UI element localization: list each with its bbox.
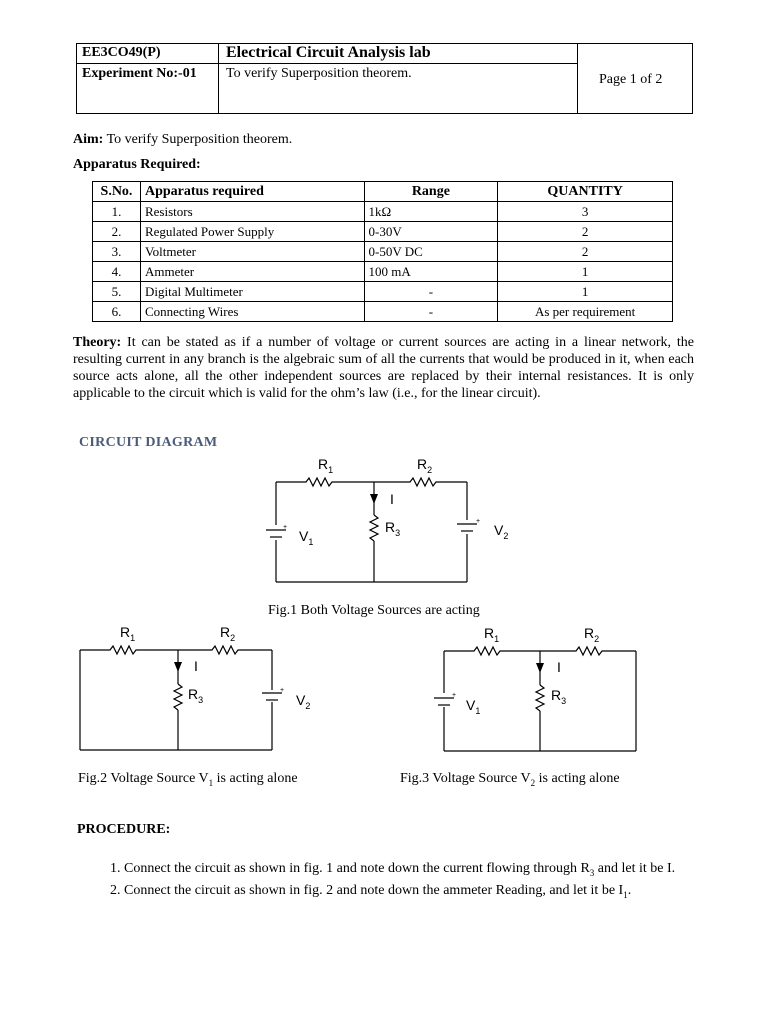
fig2-current-arrow: [174, 662, 182, 672]
fig1-label-i: I: [390, 491, 394, 507]
fig2-caption-text: Fig.2 Voltage Source V: [78, 771, 209, 786]
cell: 1kΩ: [364, 202, 498, 222]
fig1-label-r3: $R_3$: [385, 519, 401, 538]
cell: 0-50V DC: [364, 242, 498, 262]
fig3-label-r2: $R_2$: [584, 625, 600, 644]
fig3-label-r3: $R_3$: [551, 687, 567, 706]
fig2-plus-v2: +: [280, 687, 285, 694]
cell: 0-30V: [364, 222, 498, 242]
experiment-title: To verify Superposition theorem.: [226, 66, 412, 81]
fig1-plus-v1: +: [283, 524, 288, 531]
fig2-label-i: I: [194, 658, 198, 674]
procedure-heading: PROCEDURE:: [77, 822, 171, 837]
procedure-list: [100, 860, 702, 904]
cell: 2: [498, 222, 673, 242]
cell: -: [364, 302, 498, 322]
fig3-plus-v1: +: [452, 692, 457, 699]
col-range: Range: [364, 182, 498, 202]
cell: 5.: [93, 282, 141, 302]
cell: 1: [498, 282, 673, 302]
cell: 4.: [93, 262, 141, 282]
theory-text: It can be stated as if a number of voltage or current sources are acting in a linear network, the resulting current in any branch is the algebraic sum of all the currents that would be produced in it, when each source acts alone, all the other independent sources are replaced by their internal resistances. It is only applicable to the circuit which is valid for the ohm’s law (i.e., for the linear circuit).: [73, 335, 694, 401]
aim-label: Aim:: [73, 132, 104, 147]
col-apparatus: Apparatus required: [140, 182, 364, 202]
aim-text: To verify Superposition theorem.: [103, 132, 293, 147]
fig2-caption: [78, 771, 298, 788]
cell: -: [364, 282, 498, 302]
col-quantity: QUANTITY: [498, 182, 673, 202]
cell: 100 mA: [364, 262, 498, 282]
col-sno: S.No.: [93, 182, 141, 202]
fig1-label-v2: $V_2$: [494, 522, 509, 541]
fig2-label-r2: $R_2$: [220, 624, 236, 643]
fig2-caption-tail: is acting alone: [213, 771, 298, 786]
step2-text: Connect the circuit as shown in fig. 2 and note down the ammeter Reading, and let it be I: [124, 882, 624, 898]
fig2-circuit: [80, 646, 285, 750]
cell: Digital Multimeter: [140, 282, 364, 302]
step1-sub: 3: [589, 867, 595, 878]
cell: 3.: [93, 242, 141, 262]
fig2-label-r3: $R_3$: [188, 686, 204, 705]
cell: Ammeter: [140, 262, 364, 282]
cell: Regulated Power Supply: [140, 222, 364, 242]
cell: As per requirement: [498, 302, 673, 322]
fig3-label-r1: $R_1$: [484, 625, 500, 644]
course-title: Electrical Circuit Analysis lab: [226, 44, 431, 61]
step1-tail: and let it be I.: [594, 861, 676, 876]
circuit-diagram-heading: CIRCUIT DIAGRAM: [79, 435, 218, 450]
fig2-label-r1: $R_1$: [120, 624, 136, 643]
apparatus-heading: Apparatus Required:: [73, 157, 201, 172]
experiment-number: Experiment No:-01: [82, 66, 197, 81]
step2-sub: 1: [623, 889, 628, 900]
cell: 1: [498, 262, 673, 282]
list-item: [124, 860, 702, 882]
fig3-label-v1: $V_1$: [466, 697, 481, 716]
fig1-label-v1: $V_1$: [299, 528, 314, 547]
course-code: EE3CO49(P): [82, 45, 161, 60]
theory-label: Theory:: [73, 335, 122, 350]
fig3-circuit: [434, 647, 636, 751]
fig1-circuit: [266, 478, 477, 582]
page-number: Page 1 of 2: [599, 72, 663, 87]
fig1-label-r1: $R_1$: [318, 456, 334, 475]
fig1-current-arrow: [370, 494, 378, 504]
cell: Connecting Wires: [140, 302, 364, 322]
fig1-plus-v2: +: [476, 518, 481, 525]
cell: Resistors: [140, 202, 364, 222]
step2-tail: .: [627, 882, 632, 898]
fig2-label-v2: $V_2$: [296, 692, 311, 711]
step1-text: Connect the circuit as shown in fig. 1 and note down the current flowing through R: [124, 861, 590, 876]
cell: 1.: [93, 202, 141, 222]
fig3-caption: [400, 771, 620, 788]
fig3-current-arrow: [536, 663, 544, 673]
fig3-caption-text: Fig.3 Voltage Source V: [400, 771, 531, 786]
fig1-label-r2: $R_2$: [417, 456, 433, 475]
fig2-caption-sub: 1: [208, 777, 214, 788]
cell: 2.: [93, 222, 141, 242]
list-item: [124, 882, 702, 904]
cell: 3: [498, 202, 673, 222]
fig3-label-i: I: [557, 659, 561, 675]
cell: Voltmeter: [140, 242, 364, 262]
fig3-caption-sub: 2: [530, 777, 536, 788]
fig3-caption-tail: is acting alone: [535, 771, 620, 786]
cell: 2: [498, 242, 673, 262]
fig1-caption: Fig.1 Both Voltage Sources are acting: [268, 603, 480, 618]
cell: 6.: [93, 302, 141, 322]
